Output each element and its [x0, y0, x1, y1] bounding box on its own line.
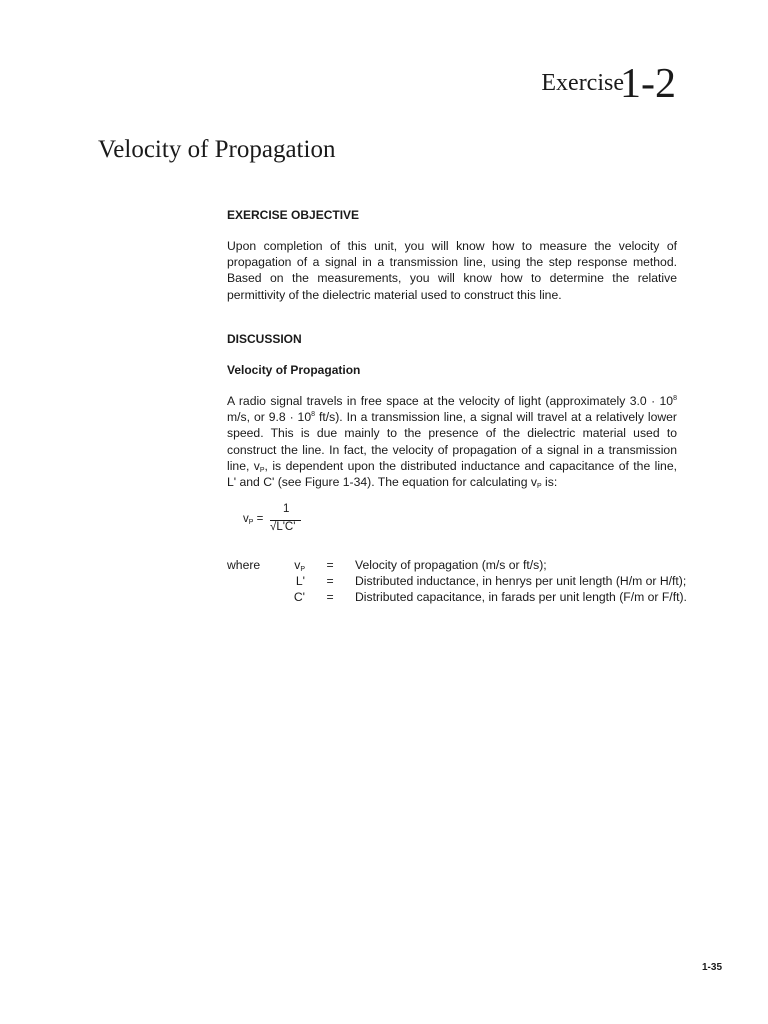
discussion-subheading: Velocity of Propagation [227, 363, 361, 377]
definition-text: Distributed capacitance, in farads per unit length (F/m or F/ft). [355, 590, 687, 605]
where-label: where [227, 558, 261, 572]
exponent: 8 [673, 395, 677, 402]
discussion-paragraph [227, 393, 677, 490]
discussion-heading: DISCUSSION [227, 332, 302, 346]
exercise-number: 1-2 [620, 61, 676, 107]
symbol-text: v [294, 558, 301, 572]
definition-symbol: L' [295, 574, 305, 589]
radical-sign: √ [270, 521, 277, 533]
text-run: , is dependent upon the distributed inductance and capacitance of the line, L' and C' (see Figure 1-34). The equation for calculating v [227, 458, 677, 490]
objective-paragraph: Upon completion of this unit, you will know how to measure the velocity of propagation of a signal in a transmission line, using the step response method. Based on the measurements, you will know how to determine the relative permittivity of the dielectric material used to construct this line. [227, 239, 677, 302]
symbol-subscript: P [300, 566, 305, 573]
definition-row [227, 573, 687, 589]
objective-heading: EXERCISE OBJECTIVE [227, 208, 360, 222]
text-run: m/s, or 9.8 · 10 [227, 410, 312, 425]
definition-row [227, 589, 687, 605]
formula-denominator [270, 521, 295, 533]
definition-symbol [280, 557, 305, 573]
subscript: P [259, 466, 265, 474]
definition-equals: = [326, 558, 334, 572]
definition-text: Velocity of propagation (m/s or ft/s); [355, 558, 547, 572]
definition-symbol: C' [293, 590, 305, 605]
formula-numerator: 1 [283, 503, 290, 515]
formula-subscript: P [248, 519, 254, 526]
subscript: P [536, 483, 542, 491]
exercise-label: Exercise [541, 70, 624, 96]
text-run: is: [541, 475, 558, 490]
formula-equals: = [256, 513, 264, 525]
definition-row [227, 557, 687, 573]
text-run: A radio signal travels in free space at the velocity of light (approximately 3.0 · 10 [227, 394, 674, 408]
definition-text: Distributed inductance, in henrys per unit length (H/m or H/ft); [355, 574, 687, 589]
variable-definitions [227, 557, 687, 606]
definition-equals: = [326, 590, 334, 605]
page-title: Velocity of Propagation [98, 136, 336, 163]
definition-equals: = [326, 574, 334, 589]
formula-lhs [243, 513, 263, 525]
radicand: L'C' [276, 521, 296, 533]
text-run: ft/s). In a transmission line, a signal will travel at a relatively lower speed. This is due mainly to the presence of the dielectric material used to construct the line. In fact, the velocity of propagation of a signal in a transmission line, v [227, 410, 677, 473]
page-number: 1-35 [701, 962, 722, 973]
velocity-formula [243, 501, 313, 545]
formula-symbol: v [243, 513, 249, 525]
exponent: 8 [311, 411, 316, 419]
